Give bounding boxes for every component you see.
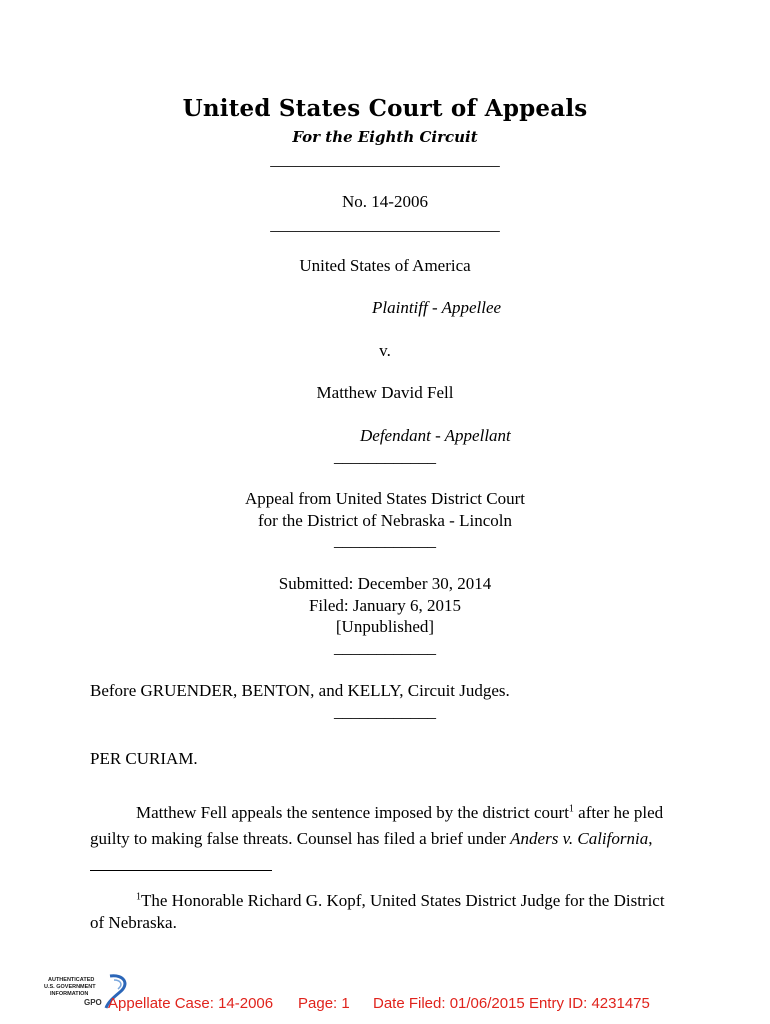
stamp-line-3: INFORMATION xyxy=(50,991,89,997)
stamp-line-2: U.S. GOVERNMENT xyxy=(44,984,96,990)
case-citation: Anders v. California xyxy=(510,829,649,848)
footnote-ref: 1 xyxy=(568,803,574,815)
appeal-line-1: Appeal from United States District Court xyxy=(245,489,525,508)
case-number: No. 14-2006 xyxy=(342,192,428,211)
separator-panel: ____________ xyxy=(334,702,436,721)
separator-appeal: ____________ xyxy=(334,531,436,550)
opinion-text: guilty to making false threats. Counsel has filed a brief under xyxy=(90,829,511,848)
publication-status: [Unpublished] xyxy=(335,617,435,636)
court-subtitle: For the Eighth Circuit xyxy=(292,128,478,146)
stamp-gpo: GPO xyxy=(84,998,102,1007)
court-title: United States Court of Appeals xyxy=(182,95,588,122)
versus: v. xyxy=(379,341,391,360)
opinion-text: Matthew Fell appeals the sentence imposed by the district court xyxy=(136,803,569,822)
footer-case: Appellate Case: 14-2006 xyxy=(108,995,274,1012)
separator-parties: ____________ xyxy=(334,447,436,466)
appeal-line-2: for the District of Nebraska - Lincoln xyxy=(258,511,512,530)
opinion-line-2 xyxy=(90,829,652,849)
footer-date-entry: Date Filed: 01/06/2015 Entry ID: 4231475 xyxy=(373,995,650,1012)
submitted-date: Submitted: December 30, 2014 xyxy=(278,574,492,593)
opinion-text: , xyxy=(648,829,653,848)
separator-case: ___________________________ xyxy=(270,215,500,234)
separator-top: ___________________________ xyxy=(270,150,500,169)
per-curiam: PER CURIAM. xyxy=(90,749,198,768)
stamp-line-1: AUTHENTICATED xyxy=(48,977,95,983)
footnote-rule xyxy=(90,870,272,871)
panel-line: Before GRUENDER, BENTON, and KELLY, Circuit Judges. xyxy=(90,681,510,700)
footnote-text: The Honorable Richard G. Kopf, United States District Judge for the District xyxy=(141,891,665,910)
plaintiff-name: United States of America xyxy=(299,256,471,275)
footnote-line-1 xyxy=(136,891,665,911)
opinion-text: after he pled xyxy=(573,803,664,822)
footer-page: Page: 1 xyxy=(298,995,350,1012)
footnote-line-2: of Nebraska. xyxy=(90,913,177,932)
defendant-role: Defendant - Appellant xyxy=(360,426,511,445)
opinion-line-1 xyxy=(136,803,663,823)
defendant-name: Matthew David Fell xyxy=(316,383,454,402)
separator-dates: ____________ xyxy=(334,638,436,657)
plaintiff-role: Plaintiff - Appellee xyxy=(372,298,502,317)
filed-date: Filed: January 6, 2015 xyxy=(308,596,462,615)
eagle-swoosh-accent-icon xyxy=(114,980,121,989)
footnote-marker: 1 xyxy=(136,891,141,903)
